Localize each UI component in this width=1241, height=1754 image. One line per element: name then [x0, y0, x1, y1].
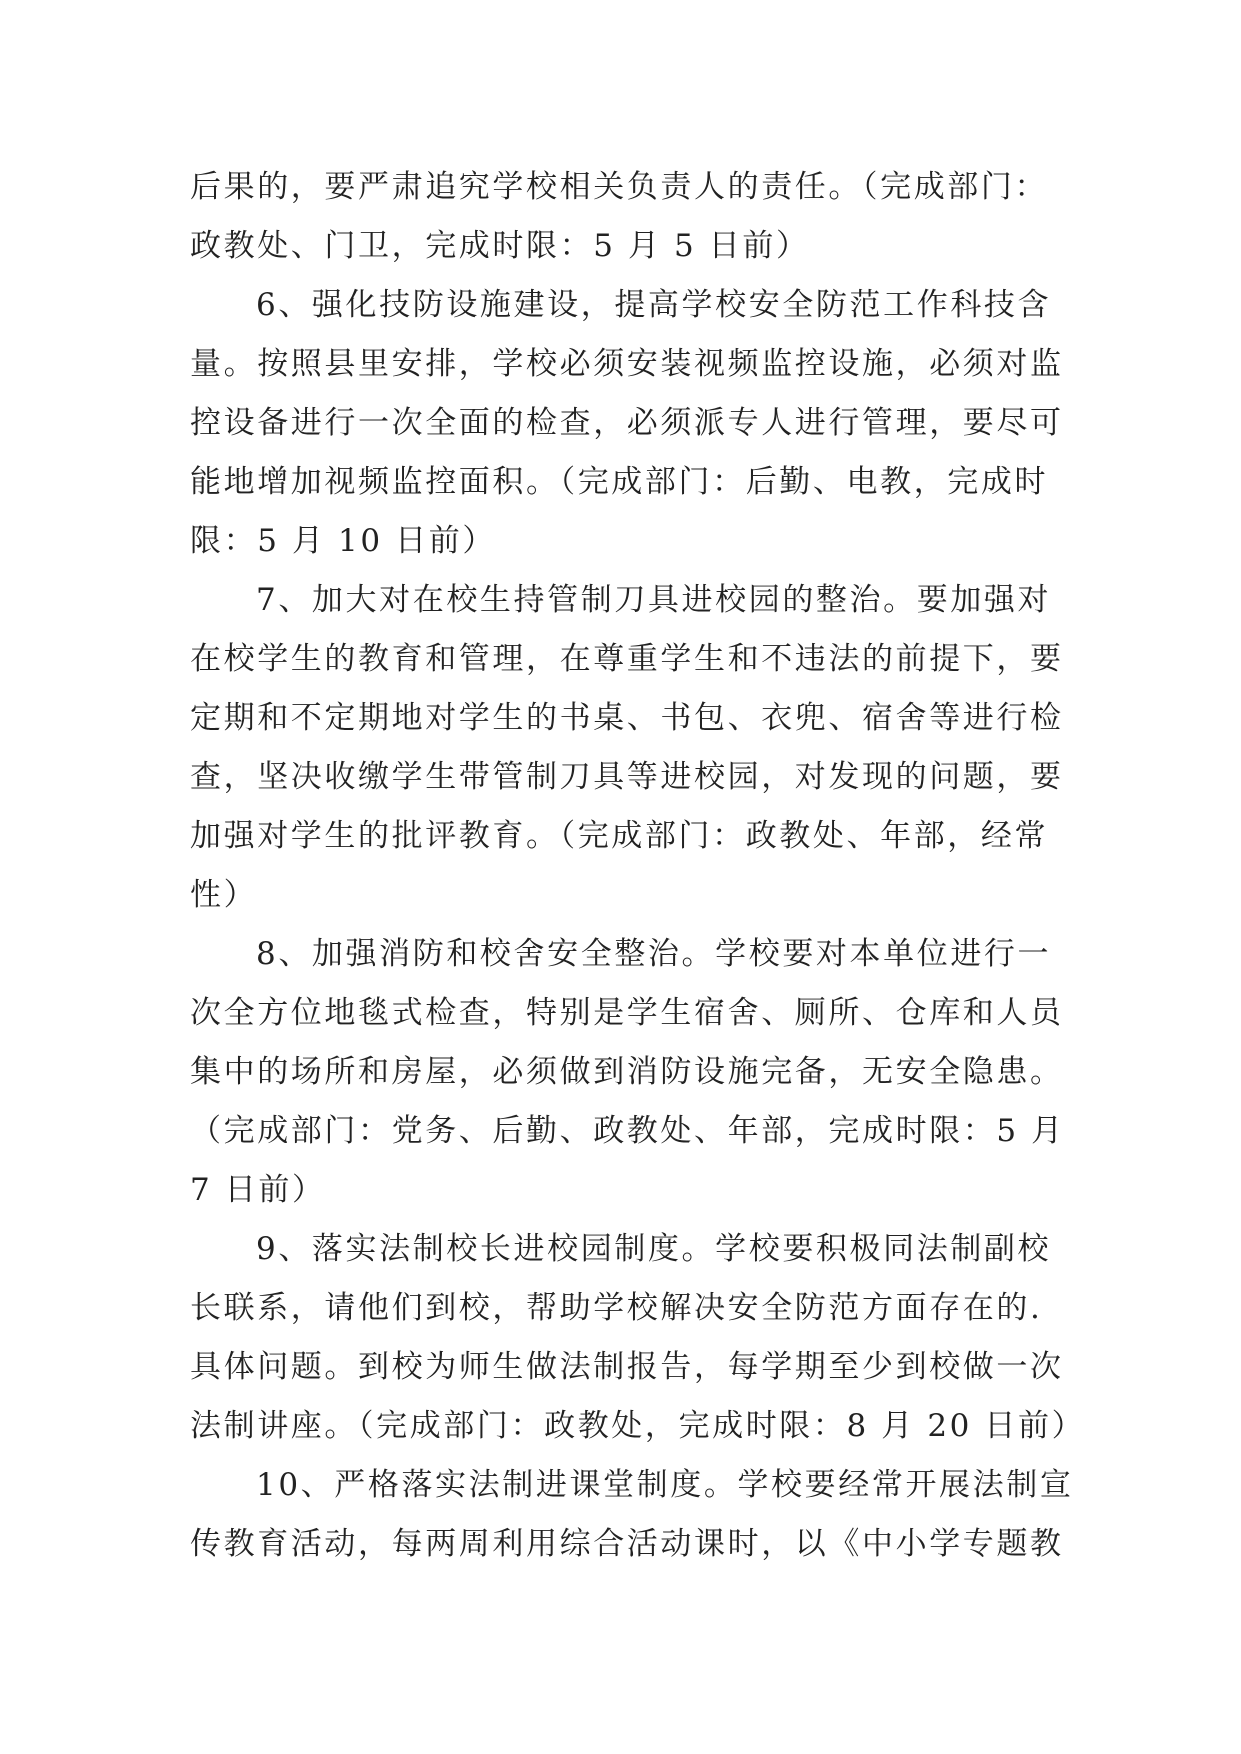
- text-line: 法制讲座。（完成部门：政教处，完成时限：8 月 20 日前）: [190, 1408, 1086, 1444]
- text-line: 政教处、门卫，完成时限：5 月 5 日前）: [190, 228, 810, 264]
- text-line: 集中的场所和房屋，必须做到消防设施完备，无安全隐患。: [190, 1054, 1064, 1090]
- text-line: 控设备进行一次全面的检查，必须派专人进行管理，要尽可: [190, 405, 1064, 441]
- text-line: 长联系，请他们到校，帮助学校解决安全防范方面存在的.: [190, 1290, 1043, 1326]
- text-line: 次全方位地毯式检查，特别是学生宿舍、厕所、仓库和人员: [190, 995, 1064, 1031]
- text-line: 能地增加视频监控面积。（完成部门：后勤、电教，完成时: [190, 464, 1049, 500]
- text-line: 限：5 月 10 日前）: [190, 523, 496, 559]
- paragraph-first-line: 7、加大对在校生持管制刀具进校园的整治。要加强对: [256, 582, 1052, 618]
- text-line: 加强对学生的批评教育。（完成部门：政教处、年部，经常: [190, 818, 1049, 854]
- text-line: 后果的，要严肃追究学校相关负责人的责任。（完成部门：: [190, 169, 1049, 205]
- paragraph-first-line: 8、加强消防和校舍安全整治。学校要对本单位进行一: [256, 936, 1052, 972]
- text-line: 查，坚决收缴学生带管制刀具等进校园，对发现的问题，要: [190, 759, 1064, 795]
- text-line: 7 日前）: [190, 1172, 326, 1208]
- text-line: 定期和不定期地对学生的书桌、书包、衣兜、宿舍等进行检: [190, 700, 1064, 736]
- paragraph-first-line: 10、严格落实法制进课堂制度。学校要经常开展法制宣: [256, 1467, 1074, 1503]
- text-line: 具体问题。到校为师生做法制报告，每学期至少到校做一次: [190, 1349, 1064, 1385]
- text-line: 量。按照县里安排，学校必须安装视频监控设施，必须对监: [190, 346, 1064, 382]
- text-line: 性）: [190, 877, 258, 913]
- paragraph-first-line: 6、强化技防设施建设，提高学校安全防范工作科技含: [256, 287, 1052, 323]
- text-line: （完成部门：党务、后勤、政教处、年部，完成时限：5 月: [190, 1113, 1065, 1149]
- text-line: 传教育活动，每两周利用综合活动课时，以《中小学专题教: [190, 1526, 1064, 1562]
- text-line: 在校学生的教育和管理，在尊重学生和不违法的前提下，要: [190, 641, 1064, 677]
- document-body: [190, 158, 1086, 1574]
- paragraph-first-line: 9、落实法制校长进校园制度。学校要积极同法制副校: [256, 1231, 1052, 1267]
